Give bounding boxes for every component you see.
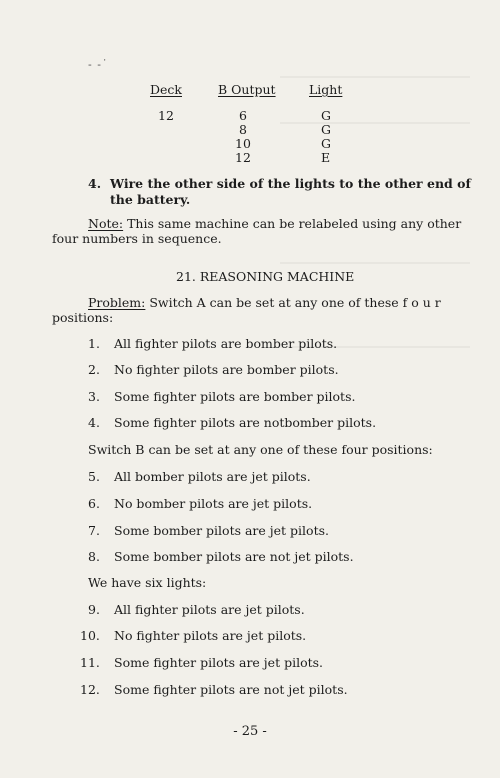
lights-intro: We have six lights: — [88, 575, 207, 590]
table-deck-value: 12 — [158, 108, 174, 123]
list-item: 2. No fighter pilots are bomber pilots. — [88, 362, 339, 377]
section-title: 21. REASONING MACHINE — [176, 269, 355, 284]
list-item: 8. Some bomber pilots are not jet pilots. — [88, 549, 354, 564]
list-item: 11. Some fighter pilots are jet pilots. — [80, 655, 324, 670]
note-line — [88, 218, 461, 231]
table-output-cell: 6 — [239, 108, 247, 123]
step-4-line: Wire the other side of the lights to the other end of — [110, 176, 471, 191]
scan-mark-icon: - -˙ — [88, 58, 109, 71]
list-item: 9. All fighter pilots are jet pilots. — [88, 602, 305, 617]
table-output-cell: 8 — [239, 122, 247, 137]
table-light-cell: G — [321, 122, 331, 137]
step-4-number: 4. — [88, 176, 102, 191]
bleed-through-line — [280, 262, 470, 264]
list-item: 6. No bomber pilots are jet pilots. — [88, 496, 313, 511]
list-item: 4. Some fighter pilots are notbomber pilots. — [88, 415, 377, 430]
list-item: 3. Some fighter pilots are bomber pilots. — [88, 389, 356, 404]
list-item: 1. All fighter pilots are bomber pilots. — [88, 336, 338, 351]
page-number: - 25 - — [233, 724, 267, 739]
step-4-line: the battery. — [110, 192, 191, 207]
note-text: This same machine can be relabeled using any other — [123, 216, 462, 231]
note-line: four numbers in sequence. — [52, 231, 222, 246]
table-light-cell: G — [321, 136, 331, 151]
list-item: 5. All bomber pilots are jet pilots. — [88, 469, 311, 484]
table-light-cell: E — [321, 150, 331, 165]
note-label: Note: — [88, 216, 124, 231]
bleed-through-line — [280, 122, 470, 124]
list-item: 7. Some bomber pilots are jet pilots. — [88, 523, 329, 538]
list-item: 12. Some fighter pilots are not jet pilots. — [80, 682, 348, 697]
table-light-cell: G — [321, 108, 331, 123]
table-header-b-output: B Output — [218, 82, 276, 97]
problem-text: Switch A can be set at any one of these f o u r — [145, 295, 441, 310]
table-header-deck: Deck — [150, 82, 182, 97]
table-output-cell: 12 — [235, 150, 251, 165]
switch-b-intro: Switch B can be set at any one of these four positions: — [88, 442, 433, 457]
problem-label: Problem: — [88, 295, 146, 310]
bleed-through-line — [280, 76, 470, 78]
table-header-light: Light — [309, 82, 343, 97]
table-output-cell: 10 — [235, 136, 251, 151]
problem-line: positions: — [52, 310, 114, 325]
problem-line — [88, 297, 441, 310]
list-item: 10. No fighter pilots are jet pilots. — [80, 628, 307, 643]
